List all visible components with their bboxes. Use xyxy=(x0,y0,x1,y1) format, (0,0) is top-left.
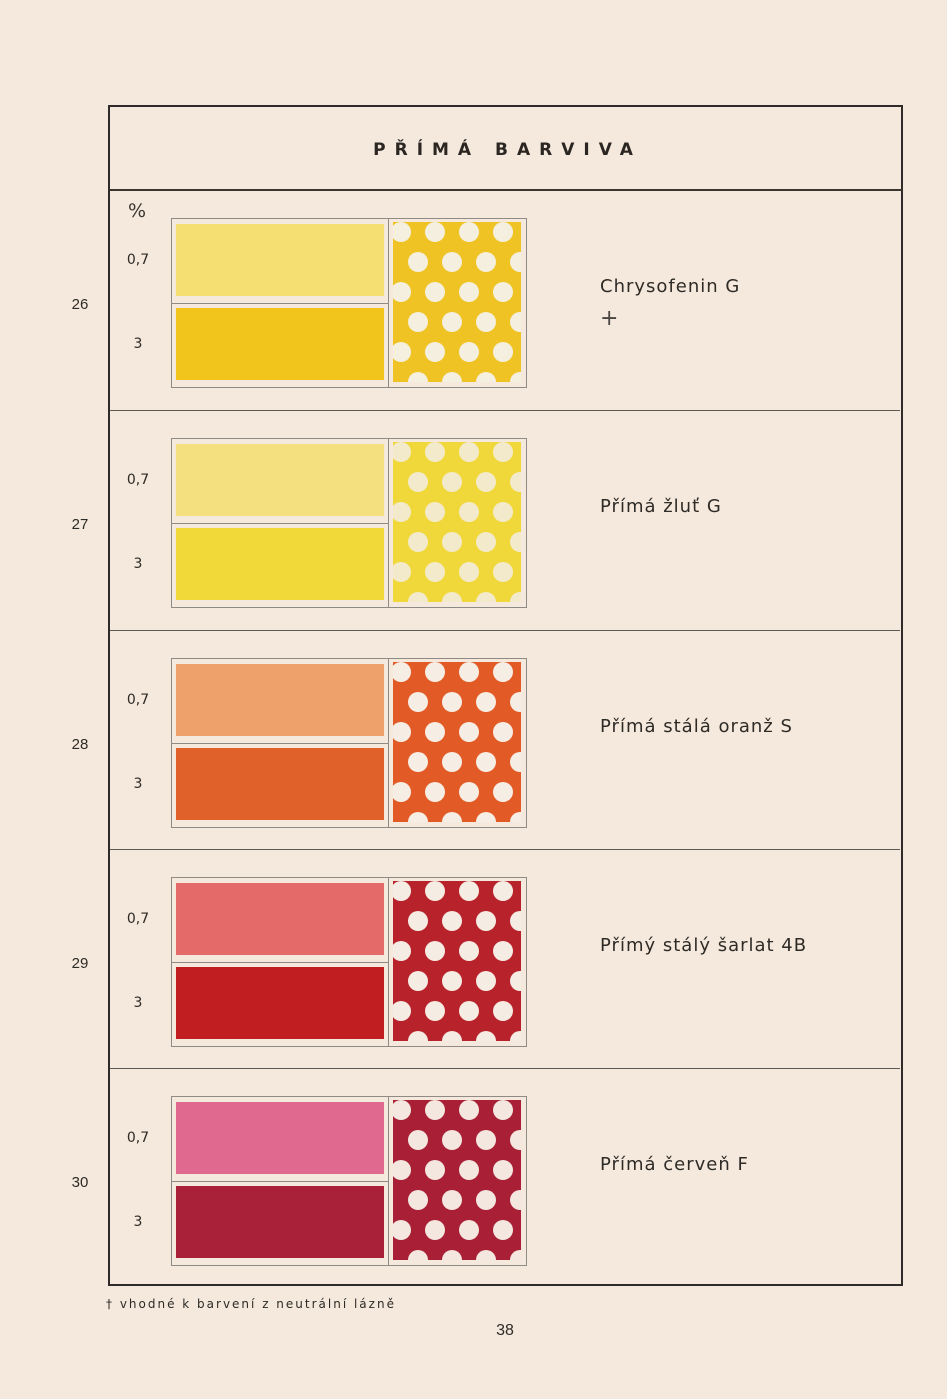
fabric-dot xyxy=(459,881,479,901)
swatch-divider xyxy=(172,303,388,304)
fabric-dot xyxy=(425,222,445,242)
fabric-dot xyxy=(425,881,445,901)
fabric-dot xyxy=(493,722,513,742)
swatch-dark xyxy=(176,748,384,820)
fabric-dot xyxy=(476,252,496,272)
fabric-dot xyxy=(459,282,479,302)
page-title: PŘÍMÁ BARVIVA xyxy=(373,140,642,160)
fabric-dot xyxy=(425,1100,445,1120)
swatch-light xyxy=(176,883,384,955)
fabric-dot xyxy=(459,502,479,522)
swatch-light xyxy=(176,444,384,516)
dye-name: Přímá stálá oranž S xyxy=(600,716,793,737)
swatch-divider xyxy=(388,439,389,607)
swatch-dark xyxy=(176,528,384,600)
polka-dot-sample xyxy=(393,1100,521,1260)
fabric-dot xyxy=(442,252,462,272)
fabric-dot xyxy=(408,911,428,931)
fabric-dot xyxy=(493,881,513,901)
polka-dot-fabric xyxy=(393,222,521,382)
fabric-dot xyxy=(442,692,462,712)
swatch-dark xyxy=(176,308,384,380)
fabric-dot xyxy=(459,782,479,802)
fabric-dot xyxy=(425,562,445,582)
fabric-dot xyxy=(425,941,445,961)
fabric-dot xyxy=(408,752,428,772)
swatch-light xyxy=(176,1102,384,1174)
fabric-dot xyxy=(425,722,445,742)
concentration-low: 0,7 xyxy=(126,1130,150,1146)
fabric-dot xyxy=(493,222,513,242)
polka-dot-sample xyxy=(393,881,521,1041)
fabric-dot xyxy=(476,472,496,492)
fabric-dot xyxy=(459,342,479,362)
swatch-divider xyxy=(172,962,388,963)
fabric-dot xyxy=(476,1190,496,1210)
dye-name: Přímá žluť G xyxy=(600,496,722,517)
fabric-dot xyxy=(442,1130,462,1150)
fabric-dot xyxy=(425,342,445,362)
neutral-bath-mark: + xyxy=(600,306,619,331)
fabric-dot xyxy=(442,911,462,931)
fabric-dot xyxy=(493,342,513,362)
fabric-dot xyxy=(459,1220,479,1240)
fabric-dot xyxy=(476,1130,496,1150)
row-number: 28 xyxy=(71,736,89,753)
dye-name: Přímá červeň F xyxy=(600,1154,749,1175)
fabric-dot xyxy=(425,442,445,462)
fabric-dot xyxy=(476,312,496,332)
concentration-high: 3 xyxy=(133,776,143,792)
swatch-divider xyxy=(172,523,388,524)
fabric-dot xyxy=(459,662,479,682)
page-number: 38 xyxy=(496,1322,514,1339)
swatch-divider xyxy=(388,878,389,1046)
row-number: 27 xyxy=(71,516,89,533)
fabric-dot xyxy=(425,502,445,522)
swatch-divider xyxy=(388,1097,389,1265)
fabric-dot xyxy=(425,282,445,302)
fabric-dot xyxy=(408,312,428,332)
fabric-dot xyxy=(442,472,462,492)
fabric-dot xyxy=(442,312,462,332)
fabric-dot xyxy=(442,971,462,991)
swatch-divider xyxy=(388,219,389,387)
concentration-high: 3 xyxy=(133,1214,143,1230)
fabric-dot xyxy=(493,282,513,302)
fabric-dot xyxy=(408,692,428,712)
fabric-dot xyxy=(425,1001,445,1021)
concentration-high: 3 xyxy=(133,556,143,572)
fabric-dot xyxy=(408,252,428,272)
fabric-dot xyxy=(476,532,496,552)
swatch-dark xyxy=(176,1186,384,1258)
polka-dot-sample xyxy=(393,662,521,822)
fabric-dot xyxy=(408,472,428,492)
fabric-dot xyxy=(408,1130,428,1150)
concentration-high: 3 xyxy=(133,336,143,352)
fabric-dot xyxy=(476,911,496,931)
fabric-dot xyxy=(493,502,513,522)
fabric-dot xyxy=(408,1190,428,1210)
dye-name: Chrysofenin G xyxy=(600,276,741,297)
row-number: 29 xyxy=(71,955,89,972)
fabric-dot xyxy=(459,1160,479,1180)
header-rule xyxy=(110,189,902,191)
swatch-divider xyxy=(172,743,388,744)
fabric-dot xyxy=(476,692,496,712)
swatch-dark xyxy=(176,967,384,1039)
fabric-dot xyxy=(459,941,479,961)
fabric-dot xyxy=(459,562,479,582)
swatch-divider xyxy=(172,1181,388,1182)
polka-dot-fabric xyxy=(393,881,521,1041)
fabric-dot xyxy=(425,1160,445,1180)
row-number: 30 xyxy=(71,1174,89,1191)
fabric-dot xyxy=(493,442,513,462)
fabric-dot xyxy=(493,562,513,582)
fabric-dot xyxy=(442,532,462,552)
fabric-dot xyxy=(493,782,513,802)
fabric-dot xyxy=(425,1220,445,1240)
swatch-light xyxy=(176,664,384,736)
concentration-low: 0,7 xyxy=(126,911,150,927)
fabric-dot xyxy=(493,1160,513,1180)
polka-dot-fabric xyxy=(393,1100,521,1260)
fabric-dot xyxy=(425,782,445,802)
fabric-dot xyxy=(493,1001,513,1021)
fabric-dot xyxy=(476,971,496,991)
fabric-dot xyxy=(476,752,496,772)
dye-name: Přímý stálý šarlat 4B xyxy=(600,935,808,956)
concentration-low: 0,7 xyxy=(126,692,150,708)
fabric-dot xyxy=(459,722,479,742)
fabric-dot xyxy=(459,442,479,462)
concentration-low: 0,7 xyxy=(126,472,150,488)
concentration-low: 0,7 xyxy=(126,252,150,268)
fabric-dot xyxy=(493,1100,513,1120)
percent-label: % xyxy=(128,200,147,222)
fabric-dot xyxy=(493,941,513,961)
polka-dot-sample xyxy=(393,222,521,382)
concentration-high: 3 xyxy=(133,995,143,1011)
polka-dot-sample xyxy=(393,442,521,602)
row-number: 26 xyxy=(71,296,89,313)
row-divider xyxy=(110,630,900,631)
fabric-dot xyxy=(459,1001,479,1021)
row-divider xyxy=(110,410,900,411)
row-divider xyxy=(110,1068,900,1069)
fabric-dot xyxy=(493,662,513,682)
footnote: † vhodné k barvení z neutrální lázně xyxy=(106,1297,396,1311)
fabric-dot xyxy=(493,1220,513,1240)
fabric-dot xyxy=(408,532,428,552)
fabric-dot xyxy=(459,222,479,242)
fabric-dot xyxy=(408,971,428,991)
fabric-dot xyxy=(459,1100,479,1120)
polka-dot-fabric xyxy=(393,442,521,602)
polka-dot-fabric xyxy=(393,662,521,822)
swatch-divider xyxy=(388,659,389,827)
fabric-dot xyxy=(442,1190,462,1210)
swatch-light xyxy=(176,224,384,296)
fabric-dot xyxy=(425,662,445,682)
fabric-dot xyxy=(442,752,462,772)
row-divider xyxy=(110,849,900,850)
